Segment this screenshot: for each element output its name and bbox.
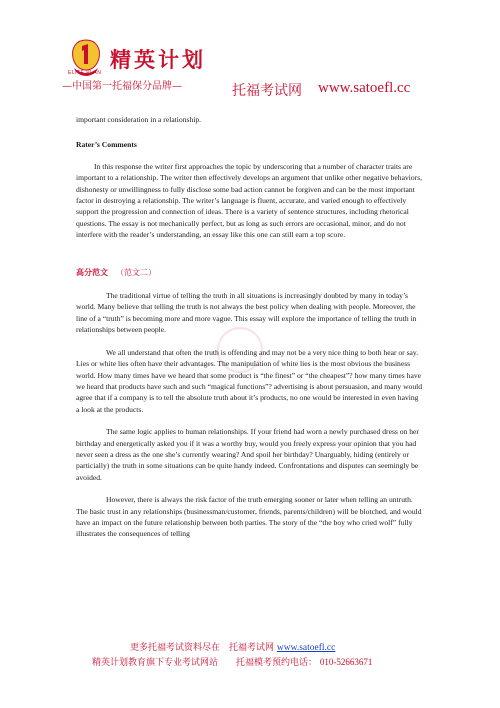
footer-line-1 <box>130 640 335 653</box>
essay-paragraph: The traditional virtue of telling the truth in all situations is increasingly doubted by many in today’s world. Many believe that telling the truth is not always the best policy when dealing with people. Moreover, the line of a “truth” is becoming more and more vague. This essay will explore the importance of telling the truth in relationships between people. <box>76 291 417 335</box>
section-title-label: 高分范文 <box>76 267 108 277</box>
brand-slogan: —中国第一托福保分品牌— <box>62 81 182 92</box>
essay-paragraph: The same logic applies to human relationships. If your friend had worn a newly purchased dress on her birthday and energetically asked you if it was a worthy buy, would you freely express your opinion that you had never seen a dress as the one she’s currently wearing? And spoil her birthday? Unarguably, hiding (entirely or particially) the truth in some situations can be quite handy indeed. Confrontations and disputes can seemingly be avoided. <box>76 427 419 482</box>
footer-url-link[interactable]: www.satoefl.cc <box>276 643 336 653</box>
footer-phone: 010-52663671 <box>319 657 373 667</box>
raters-comments-paragraph: In this response the writer first approaches the topic by underscoring that a number of character traits are important to a relationship. The writer then effectively develops an argument that unlike other negative behaviors, dishonesty or unwillingness to fully disclose some bad action cannot be forgiven and can be the most important factor in destroying a relationship. The writer’s language is fluent, accurate, and varied enough to effectively support the progression and connection of ideas. There is a variety of sentence structures, including rhetorical questions. The essay is not mechanically perfect, but as long as such errors are occasional, minor, and do not interfere with the reader’s understanding, an essay like this one can still earn a top score. <box>76 161 423 240</box>
section-title <box>76 267 423 278</box>
footer-contact-text: 精英计划教育旗下专业考试网站 托福模考预约电话： <box>92 658 318 668</box>
brand-name: 精英计划 <box>110 47 206 72</box>
brand-english: ELITE PLAN <box>68 70 102 76</box>
site-url-link[interactable]: www.satoefl.cc <box>318 80 411 96</box>
intro-line: important consideration in a relationship. <box>76 115 202 124</box>
essay-paragraph: However, there is always the risk factor of the truth emerging sooner or later when telling an untruth. The basic trust in any relationships (businessman/customer, friends, parents/children) will be blotched, and would have an impact on the future relationship between both parties. The story of the “the boy who cried wolf” fully illustrates the consequences of telling <box>76 495 422 539</box>
raters-comments-heading: Rater’s Comments <box>76 140 137 150</box>
document-body <box>76 114 423 540</box>
footer-line-2 <box>92 655 372 668</box>
essay-paragraph: We all understand that often the truth is offending and may not be a very nice thing to both hear or say. Lies or white lies often have their advantages. The manipulation of white lies is the most obvious the business world. How many times have we heard that some product is “the finest” or “the cheapest”? how many times have we heard that products have such and such “magical functions”? advertising is about persuasion, and many would agree that if a company is to tell the absolute truth about it’s products, no one would be interested in even having a look at the products. <box>76 347 423 414</box>
site-name: 托福考试网 <box>232 83 302 99</box>
page-header <box>0 0 500 110</box>
section-title-sub: （范文二） <box>116 267 156 277</box>
footer-promo-text: 更多托福考试资料尽在 托福考试网 <box>130 643 275 653</box>
